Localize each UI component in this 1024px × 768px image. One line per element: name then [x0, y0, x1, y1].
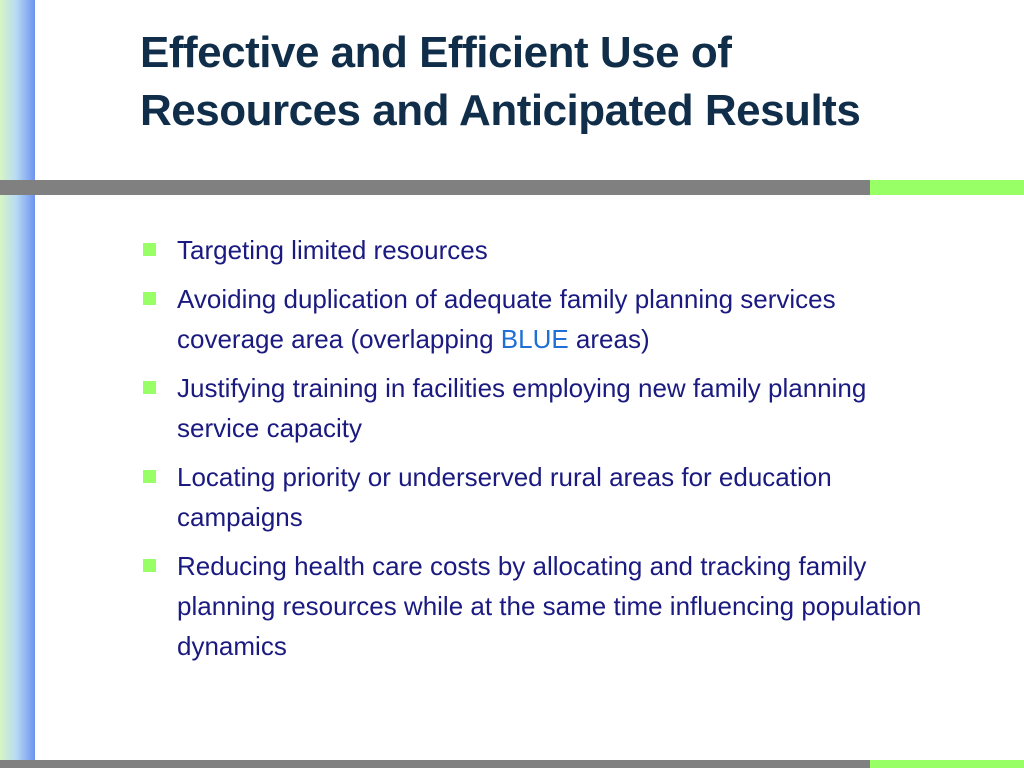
slide-title-line-2: Resources and Anticipated Results [140, 86, 861, 135]
bullet-item-justifying-training [140, 368, 940, 448]
bullet-item-locating-priority [140, 457, 940, 537]
square-bullet-icon [143, 243, 156, 256]
slide-title-line-1: Effective and Efficient Use of [140, 28, 732, 77]
footer-divider-gray [0, 760, 870, 768]
square-bullet-icon [143, 559, 156, 572]
bullet-item-targeting [140, 230, 940, 270]
bullet-text: Targeting limited resources [177, 235, 488, 265]
bullet-text: Locating priority or underserved rural areas for education campaigns [177, 462, 832, 532]
bullet-list [140, 230, 940, 675]
bullet-highlight-blue: BLUE [500, 324, 569, 354]
slide-title [140, 24, 1000, 140]
left-gradient-bar [0, 0, 35, 768]
square-bullet-icon [143, 470, 156, 483]
bullet-text: Reducing health care costs by allocating and tracking family planning resources while at the same time influencing population dynamics [177, 551, 922, 661]
footer-divider-green [870, 760, 1024, 768]
bullet-text-after: areas) [568, 324, 650, 354]
bullet-text: Justifying training in facilities employing new family planning service capacity [177, 373, 867, 443]
title-divider-green [870, 180, 1024, 195]
title-divider-gray [0, 180, 870, 195]
square-bullet-icon [143, 381, 156, 394]
bullet-item-reducing-costs [140, 546, 940, 666]
bullet-text-before: Avoiding duplication of adequate family planning services coverage area (overlapping [177, 284, 836, 354]
bullet-item-avoiding-duplication [140, 279, 940, 359]
square-bullet-icon [143, 292, 156, 305]
